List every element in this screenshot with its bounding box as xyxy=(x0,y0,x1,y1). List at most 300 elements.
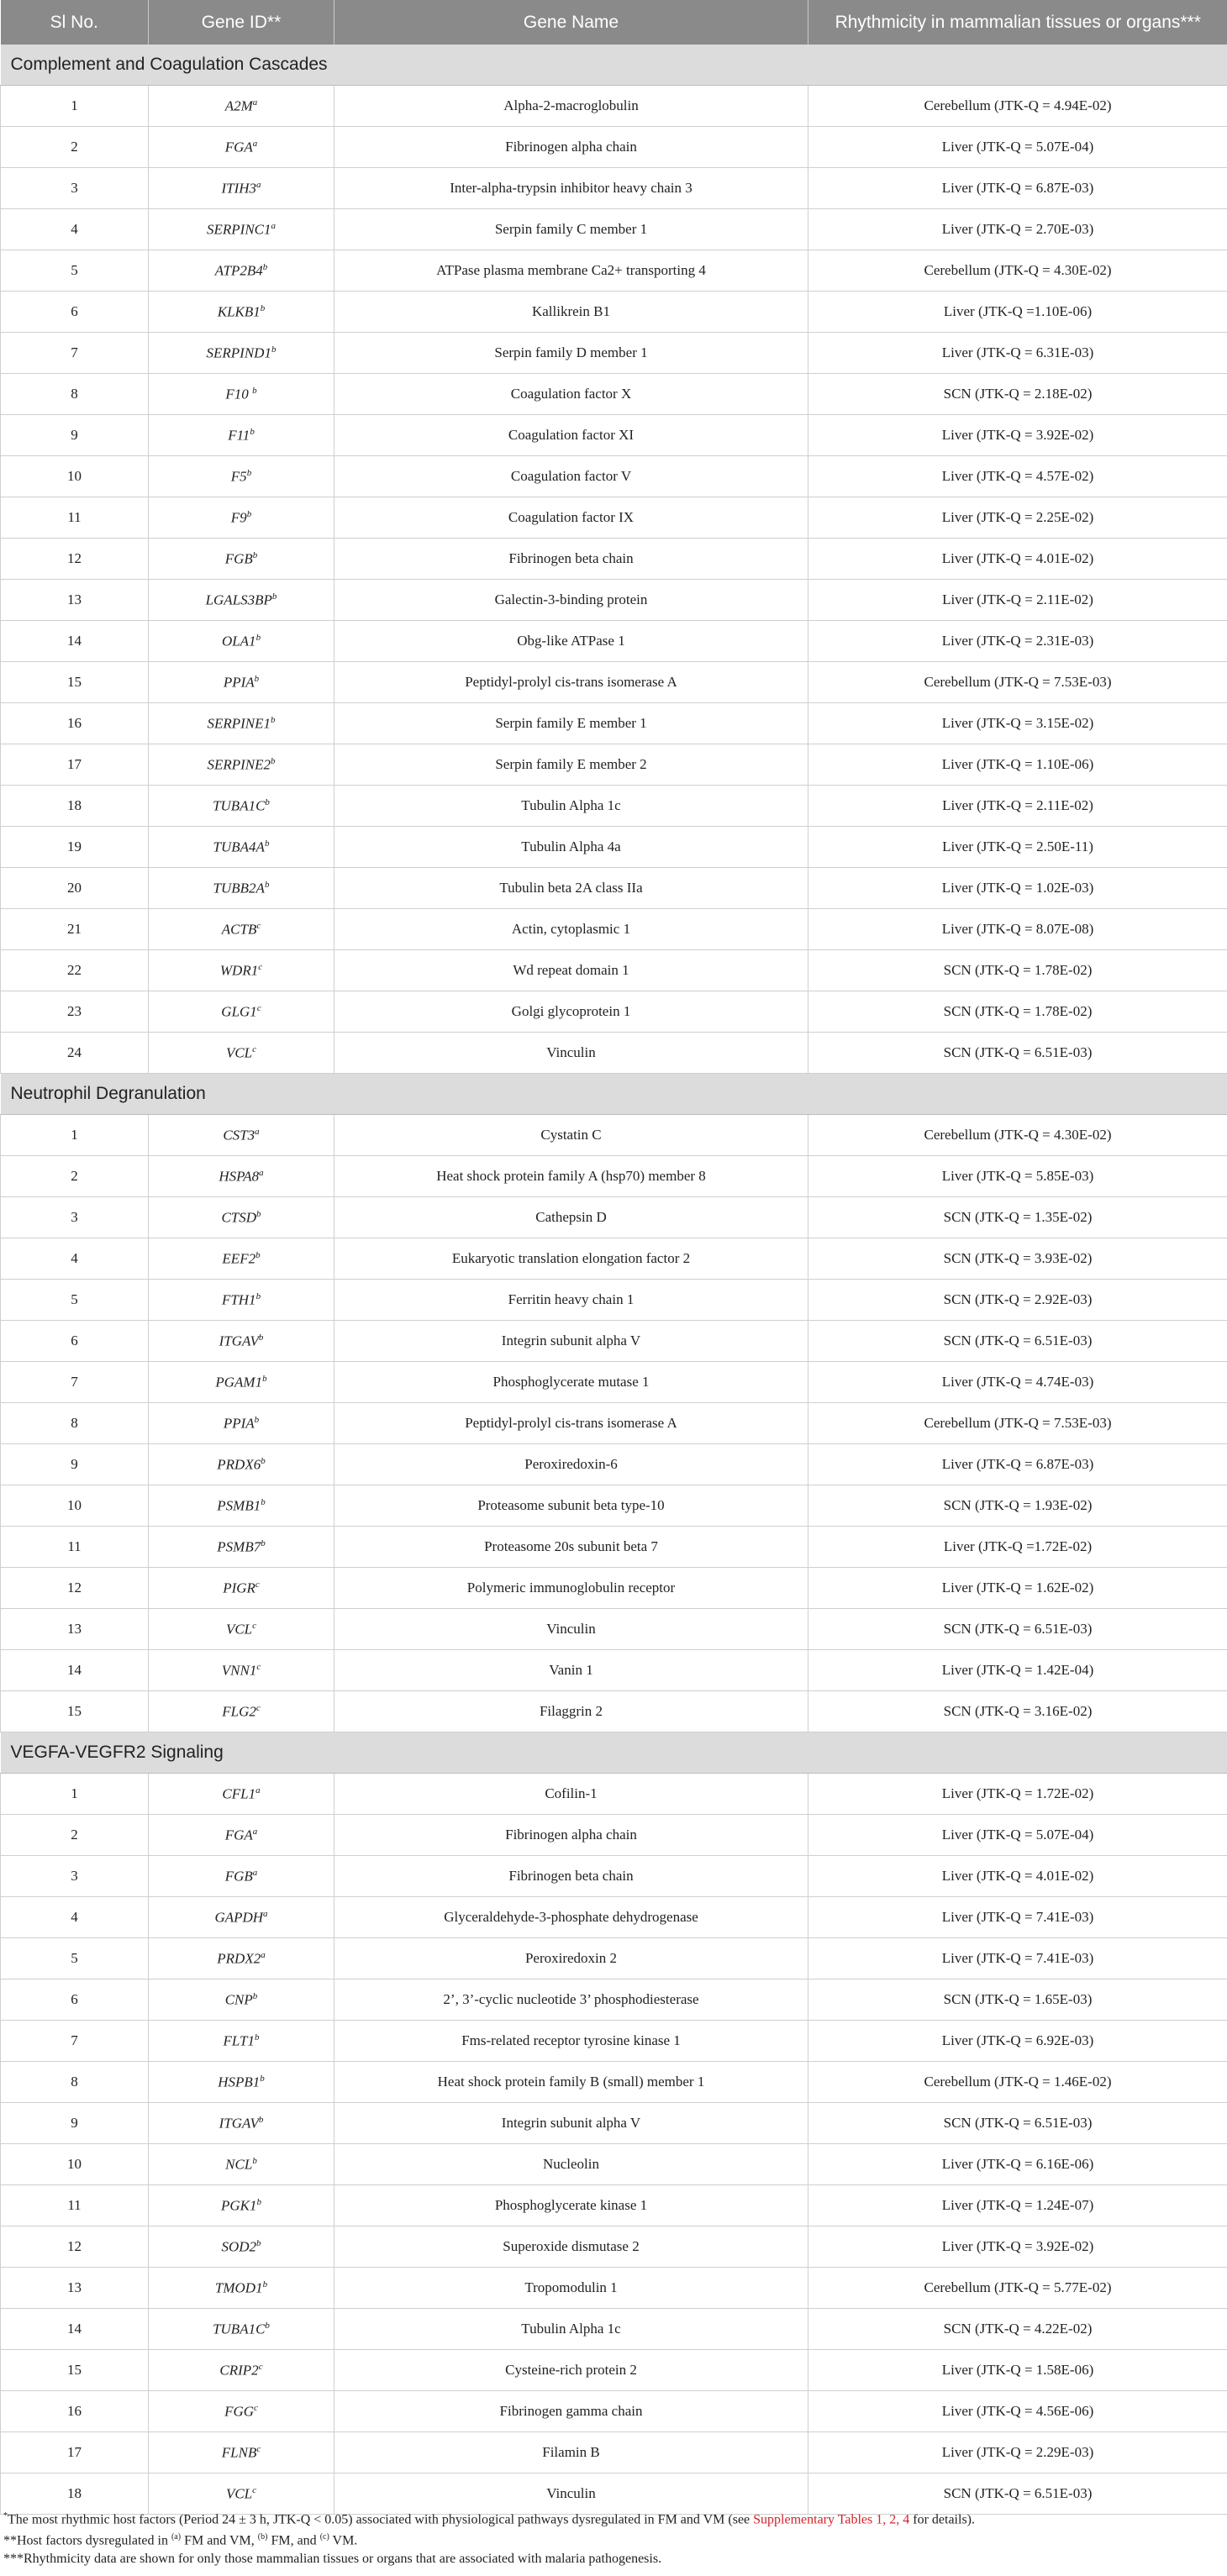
gene-id-cell xyxy=(149,868,334,909)
rhythmicity-cell: SCN (JTK-Q = 6.51E-03) xyxy=(808,2473,1227,2515)
table-row xyxy=(1,1280,1227,1321)
gene-id-cell xyxy=(149,2021,334,2062)
gene-id-superscript: b xyxy=(255,632,261,643)
table-row xyxy=(1,250,1227,292)
rhythmicity-cell: Liver (JTK-Q = 2.70E-03) xyxy=(808,209,1227,250)
gene-id-cell xyxy=(149,744,334,786)
gene-id: CTSD xyxy=(221,1209,257,1226)
header-gene-id: Gene ID** xyxy=(149,0,334,45)
table-row xyxy=(1,1403,1227,1444)
header-sl-no: Sl No. xyxy=(1,0,149,45)
sl-no-cell: 13 xyxy=(1,580,149,621)
table-row xyxy=(1,2021,1227,2062)
footnotes xyxy=(3,2507,1222,2568)
gene-id-cell xyxy=(149,1650,334,1691)
rhythmicity-cell: Cerebellum (JTK-Q = 4.30E-02) xyxy=(808,1115,1227,1156)
gene-name-cell: Superoxide dismutase 2 xyxy=(334,2226,808,2268)
table-row xyxy=(1,1156,1227,1197)
gene-name-cell: ATPase plasma membrane Ca2+ transporting 4 xyxy=(334,250,808,292)
rhythmicity-cell: Liver (JTK-Q = 4.01E-02) xyxy=(808,1856,1227,1897)
gene-id-superscript: a xyxy=(263,1908,268,1919)
sl-no-cell: 12 xyxy=(1,1568,149,1609)
table-row xyxy=(1,415,1227,456)
gene-name-cell: Filamin B xyxy=(334,2432,808,2473)
sl-no-cell: 10 xyxy=(1,2144,149,2185)
gene-id: TUBA4A xyxy=(213,839,265,855)
sl-no-cell: 6 xyxy=(1,1321,149,1362)
gene-id-superscript: c xyxy=(255,1579,260,1590)
table-row xyxy=(1,456,1227,497)
table-row xyxy=(1,127,1227,168)
gene-name-cell: Serpin family E member 2 xyxy=(334,744,808,786)
gene-id: FGB xyxy=(224,550,253,567)
sl-no-cell: 17 xyxy=(1,744,149,786)
gene-id: HSPB1 xyxy=(218,2074,261,2090)
table-row xyxy=(1,786,1227,827)
rhythmicity-cell: Liver (JTK-Q = 1.24E-07) xyxy=(808,2185,1227,2226)
table-row xyxy=(1,2309,1227,2350)
gene-name-cell: Vinculin xyxy=(334,1609,808,1650)
gene-id-cell xyxy=(149,2350,334,2391)
gene-id-cell xyxy=(149,1444,334,1485)
rhythmicity-cell: SCN (JTK-Q = 6.51E-03) xyxy=(808,1609,1227,1650)
gene-id-superscript: b xyxy=(246,467,252,478)
sl-no-cell: 15 xyxy=(1,1691,149,1732)
gene-id-superscript: b xyxy=(271,714,276,725)
rhythmicity-cell: SCN (JTK-Q = 1.65E-03) xyxy=(808,1979,1227,2021)
table-row xyxy=(1,1115,1227,1156)
gene-id-cell xyxy=(149,2062,334,2103)
gene-id-superscript: b xyxy=(265,796,270,807)
gene-id: PSMB7 xyxy=(217,1538,261,1555)
gene-id: ITGAV xyxy=(219,2115,259,2132)
rhythmicity-cell: Liver (JTK-Q = 2.25E-02) xyxy=(808,497,1227,539)
gene-id-cell xyxy=(149,1938,334,1979)
sl-no-cell: 7 xyxy=(1,333,149,374)
gene-name-cell: Vinculin xyxy=(334,2473,808,2515)
sl-no-cell: 22 xyxy=(1,950,149,991)
gene-name-cell: Serpin family E member 1 xyxy=(334,703,808,744)
gene-id: SERPIND1 xyxy=(206,344,271,361)
rhythmicity-cell: Liver (JTK-Q = 3.92E-02) xyxy=(808,415,1227,456)
gene-name-cell: Fibrinogen gamma chain xyxy=(334,2391,808,2432)
gene-name-cell: Phosphoglycerate mutase 1 xyxy=(334,1362,808,1403)
rhythmicity-cell: Liver (JTK-Q = 7.41E-03) xyxy=(808,1897,1227,1938)
sl-no-cell: 5 xyxy=(1,250,149,292)
gene-name-cell: Heat shock protein family A (hsp70) member 8 xyxy=(334,1156,808,1197)
gene-id-cell xyxy=(149,1897,334,1938)
sl-no-cell: 1 xyxy=(1,1774,149,1815)
gene-id: GAPDH xyxy=(214,1909,264,1926)
gene-id-cell xyxy=(149,456,334,497)
rhythmicity-cell: SCN (JTK-Q = 6.51E-03) xyxy=(808,1033,1227,1074)
gene-id-cell xyxy=(149,1979,334,2021)
gene-id-superscript: c xyxy=(256,920,261,931)
gene-id-superscript: a xyxy=(255,1126,260,1137)
table-row xyxy=(1,662,1227,703)
rhythmicity-cell: Liver (JTK-Q = 2.11E-02) xyxy=(808,786,1227,827)
gene-name-cell: 2’, 3’-cyclic nucleotide 3’ phosphodiesterase xyxy=(334,1979,808,2021)
sl-no-cell: 8 xyxy=(1,2062,149,2103)
gene-id-cell xyxy=(149,333,334,374)
table-row xyxy=(1,991,1227,1033)
rhythmicity-cell: Liver (JTK-Q =1.10E-06) xyxy=(808,292,1227,333)
rhythmicity-cell: Liver (JTK-Q = 1.42E-04) xyxy=(808,1650,1227,1691)
table-row xyxy=(1,2432,1227,2473)
table-row xyxy=(1,703,1227,744)
gene-id-cell xyxy=(149,1115,334,1156)
gene-id-superscript: b xyxy=(262,1373,267,1384)
rhythmicity-cell: Liver (JTK-Q = 5.07E-04) xyxy=(808,1815,1227,1856)
gene-name-cell: Fibrinogen alpha chain xyxy=(334,127,808,168)
table-row xyxy=(1,209,1227,250)
gene-id-cell xyxy=(149,786,334,827)
sl-no-cell: 9 xyxy=(1,2103,149,2144)
sl-no-cell: 6 xyxy=(1,1979,149,2021)
sl-no-cell: 11 xyxy=(1,497,149,539)
table-row xyxy=(1,539,1227,580)
gene-name-cell: Polymeric immunoglobulin receptor xyxy=(334,1568,808,1609)
sl-no-cell: 14 xyxy=(1,1650,149,1691)
gene-id-superscript: b xyxy=(261,1455,266,1466)
gene-id-superscript: a xyxy=(252,1867,258,1878)
sl-no-cell: 8 xyxy=(1,1403,149,1444)
table-row xyxy=(1,621,1227,662)
table-row xyxy=(1,1938,1227,1979)
gene-id: TUBA1C xyxy=(213,2321,266,2337)
gene-id-superscript: b xyxy=(246,508,252,519)
gene-name-cell: Integrin subunit alpha V xyxy=(334,2103,808,2144)
gene-id-cell xyxy=(149,2309,334,2350)
gene-id-superscript: c xyxy=(252,1620,257,1631)
gene-id-superscript: a xyxy=(261,1949,266,1960)
gene-id-cell xyxy=(149,415,334,456)
gene-name-cell: Tubulin Alpha 4a xyxy=(334,827,808,868)
gene-id: TMOD1 xyxy=(214,2279,263,2296)
gene-id-superscript: b xyxy=(250,426,255,437)
gene-id-cell xyxy=(149,991,334,1033)
sl-no-cell: 15 xyxy=(1,2350,149,2391)
table-row xyxy=(1,1197,1227,1238)
sl-no-cell: 8 xyxy=(1,374,149,415)
gene-id-cell xyxy=(149,1238,334,1280)
sl-no-cell: 11 xyxy=(1,1527,149,1568)
gene-id: FGA xyxy=(224,139,253,155)
sl-no-cell: 2 xyxy=(1,1156,149,1197)
gene-id: F10 xyxy=(225,386,253,402)
table-row xyxy=(1,1856,1227,1897)
rhythmicity-cell: Liver (JTK-Q = 5.85E-03) xyxy=(808,1156,1227,1197)
gene-id: VCL xyxy=(225,1621,253,1638)
table-row xyxy=(1,1238,1227,1280)
gene-id-cell xyxy=(149,950,334,991)
gene-id-superscript: b xyxy=(261,1496,266,1507)
gene-name-cell: Fibrinogen beta chain xyxy=(334,539,808,580)
gene-id: ITIH3 xyxy=(221,180,257,197)
gene-id: PRDX2 xyxy=(217,1950,261,1967)
gene-name-cell: Peroxiredoxin 2 xyxy=(334,1938,808,1979)
gene-id-cell xyxy=(149,1403,334,1444)
rhythmicity-cell: Liver (JTK-Q = 2.29E-03) xyxy=(808,2432,1227,2473)
rhythmicity-cell: SCN (JTK-Q = 2.92E-03) xyxy=(808,1280,1227,1321)
rhythmicity-cell: SCN (JTK-Q = 6.51E-03) xyxy=(808,1321,1227,1362)
gene-id: FGB xyxy=(224,1868,253,1885)
gene-id-superscript: b xyxy=(256,1208,261,1219)
gene-id-superscript: b xyxy=(262,2279,268,2289)
rhythmicity-cell: Liver (JTK-Q = 3.92E-02) xyxy=(808,2226,1227,2268)
gene-id: F5 xyxy=(230,468,247,485)
gene-id: PPIA xyxy=(223,1415,255,1432)
rhythmicity-cell: SCN (JTK-Q = 6.51E-03) xyxy=(808,2103,1227,2144)
sl-no-cell: 18 xyxy=(1,786,149,827)
table-row xyxy=(1,868,1227,909)
rhythmicity-cell: Liver (JTK-Q = 6.87E-03) xyxy=(808,168,1227,209)
sl-no-cell: 16 xyxy=(1,2391,149,2432)
table-row xyxy=(1,2062,1227,2103)
sl-no-cell: 3 xyxy=(1,1856,149,1897)
section-header-row xyxy=(1,1732,1227,1774)
gene-id-cell xyxy=(149,374,334,415)
table-row xyxy=(1,2391,1227,2432)
gene-id-superscript: b xyxy=(252,1990,258,2001)
rhythmicity-cell: Liver (JTK-Q = 1.10E-06) xyxy=(808,744,1227,786)
gene-name-cell: Glyceraldehyde-3-phosphate dehydrogenase xyxy=(334,1897,808,1938)
gene-id-cell xyxy=(149,1568,334,1609)
gene-id: F9 xyxy=(230,509,247,526)
gene-id-cell xyxy=(149,168,334,209)
sl-no-cell: 5 xyxy=(1,1280,149,1321)
gene-id: GLG1 xyxy=(221,1003,257,1020)
rhythmicity-cell: Liver (JTK-Q = 4.74E-03) xyxy=(808,1362,1227,1403)
rhythmicity-cell: Cerebellum (JTK-Q = 5.77E-02) xyxy=(808,2268,1227,2309)
gene-id: VCL xyxy=(225,1044,253,1061)
gene-id-superscript: b xyxy=(255,1249,261,1260)
rhythmicity-cell: Liver (JTK-Q = 4.57E-02) xyxy=(808,456,1227,497)
gene-id-superscript: b xyxy=(271,344,276,355)
rhythmicity-cell: Liver (JTK-Q = 1.62E-02) xyxy=(808,1568,1227,1609)
gene-id: ITGAV xyxy=(219,1333,259,1349)
gene-id-cell xyxy=(149,539,334,580)
gene-name-cell: Cofilin-1 xyxy=(334,1774,808,1815)
gene-id: SERPINE2 xyxy=(207,756,271,773)
table-row xyxy=(1,1527,1227,1568)
rhythmicity-cell: Liver (JTK-Q = 4.01E-02) xyxy=(808,539,1227,580)
gene-id-cell xyxy=(149,621,334,662)
gene-id-cell xyxy=(149,1197,334,1238)
sl-no-cell: 1 xyxy=(1,86,149,127)
gene-id: A2M xyxy=(224,97,253,114)
gene-id-superscript: b xyxy=(256,2196,261,2207)
gene-id-cell xyxy=(149,209,334,250)
gene-name-cell: Serpin family D member 1 xyxy=(334,333,808,374)
gene-id-cell xyxy=(149,1485,334,1527)
table-row xyxy=(1,2103,1227,2144)
supplementary-tables-link[interactable]: Supplementary Tables 1, 2, 4 xyxy=(753,2512,910,2527)
rhythmicity-cell: SCN (JTK-Q = 4.22E-02) xyxy=(808,2309,1227,2350)
sl-no-cell: 20 xyxy=(1,868,149,909)
gene-id-cell xyxy=(149,1527,334,1568)
sl-no-cell: 12 xyxy=(1,2226,149,2268)
sl-no-cell: 21 xyxy=(1,909,149,950)
gene-id: FGG xyxy=(224,2403,255,2420)
gene-id-cell xyxy=(149,127,334,168)
gene-name-cell: Tropomodulin 1 xyxy=(334,2268,808,2309)
footnote-1: *The most rhythmic host factors (Period 24 ± 3 h, JTK-Q < 0.05) associated with physiological pathways dysregulated in FM and VM (see Supplementary Tables 1, 2, 4 for details). xyxy=(3,2511,975,2527)
gene-id: F11 xyxy=(228,427,250,444)
sl-no-cell: 2 xyxy=(1,127,149,168)
gene-id-superscript: b xyxy=(261,1538,266,1548)
rhythmicity-cell: Liver (JTK-Q = 6.87E-03) xyxy=(808,1444,1227,1485)
rhythmicity-cell: Liver (JTK-Q = 4.56E-06) xyxy=(808,2391,1227,2432)
gene-name-cell: Fibrinogen beta chain xyxy=(334,1856,808,1897)
gene-id: SERPINE1 xyxy=(207,715,271,732)
rhythmicity-cell: Liver (JTK-Q = 2.50E-11) xyxy=(808,827,1227,868)
gene-name-cell: Cathepsin D xyxy=(334,1197,808,1238)
rhythmicity-cell: Liver (JTK-Q = 6.16E-06) xyxy=(808,2144,1227,2185)
gene-name-cell: Tubulin beta 2A class IIa xyxy=(334,868,808,909)
gene-id: CRIP2 xyxy=(219,2362,259,2379)
gene-id: WDR1 xyxy=(219,962,259,979)
sl-no-cell: 3 xyxy=(1,1197,149,1238)
gene-id-cell xyxy=(149,1033,334,1074)
gene-id-cell xyxy=(149,497,334,539)
gene-id-superscript: b xyxy=(254,1414,260,1425)
gene-id-superscript: b xyxy=(258,1332,264,1343)
gene-id-superscript: b xyxy=(255,1291,261,1301)
rhythmicity-cell: Cerebellum (JTK-Q = 1.46E-02) xyxy=(808,2062,1227,2103)
gene-id-cell xyxy=(149,86,334,127)
gene-name-cell: Integrin subunit alpha V xyxy=(334,1321,808,1362)
gene-id: FLNB xyxy=(221,2444,257,2461)
gene-id-superscript: a xyxy=(255,1785,261,1795)
gene-id-superscript: a xyxy=(252,1826,258,1837)
gene-name-cell: Vinculin xyxy=(334,1033,808,1074)
rhythmicity-cell: SCN (JTK-Q = 1.78E-02) xyxy=(808,991,1227,1033)
gene-id-superscript: b xyxy=(252,2155,257,2166)
sl-no-cell: 14 xyxy=(1,621,149,662)
gene-name-cell: Wd repeat domain 1 xyxy=(334,950,808,991)
sl-no-cell: 13 xyxy=(1,2268,149,2309)
gene-name-cell: Peptidyl-prolyl cis-trans isomerase A xyxy=(334,1403,808,1444)
gene-name-cell: Coagulation factor X xyxy=(334,374,808,415)
gene-id-cell xyxy=(149,580,334,621)
sl-no-cell: 15 xyxy=(1,662,149,703)
gene-id-superscript: b xyxy=(260,2073,265,2084)
sl-no-cell: 7 xyxy=(1,2021,149,2062)
gene-id-cell xyxy=(149,1609,334,1650)
sl-no-cell: 17 xyxy=(1,2432,149,2473)
section-header-row xyxy=(1,1074,1227,1115)
gene-id-superscript: c xyxy=(254,2402,258,2413)
table-row xyxy=(1,2185,1227,2226)
gene-id-cell xyxy=(149,1362,334,1403)
gene-id-cell xyxy=(149,827,334,868)
sl-no-cell: 6 xyxy=(1,292,149,333)
sl-no-cell: 24 xyxy=(1,1033,149,1074)
gene-id: CFL1 xyxy=(222,1785,256,1802)
gene-id-superscript: c xyxy=(256,2443,261,2454)
gene-id-superscript: c xyxy=(258,2361,263,2372)
gene-name-cell: Inter-alpha-trypsin inhibitor heavy chain 3 xyxy=(334,168,808,209)
sl-no-cell: 2 xyxy=(1,1815,149,1856)
table-row xyxy=(1,1815,1227,1856)
gene-name-cell: Proteasome subunit beta type-10 xyxy=(334,1485,808,1527)
table-row xyxy=(1,580,1227,621)
gene-name-cell: Eukaryotic translation elongation factor 2 xyxy=(334,1238,808,1280)
gene-id-superscript: b xyxy=(265,2320,270,2331)
gene-id: PSMB1 xyxy=(217,1497,261,1514)
table-row xyxy=(1,2226,1227,2268)
table-row xyxy=(1,744,1227,786)
gene-id-superscript: b xyxy=(254,2032,260,2042)
gene-id-cell xyxy=(149,2268,334,2309)
rhythmicity-cell: Liver (JTK-Q = 8.07E-08) xyxy=(808,909,1227,950)
table-row xyxy=(1,1609,1227,1650)
sl-no-cell: 12 xyxy=(1,539,149,580)
gene-id: FTH1 xyxy=(221,1291,256,1308)
sl-no-cell: 23 xyxy=(1,991,149,1033)
gene-name-cell: Heat shock protein family B (small) member 1 xyxy=(334,2062,808,2103)
gene-name-cell: Kallikrein B1 xyxy=(334,292,808,333)
table-row xyxy=(1,1650,1227,1691)
gene-id-superscript: b xyxy=(252,385,257,396)
gene-id: CNP xyxy=(224,1991,253,2008)
gene-name-cell: Obg-like ATPase 1 xyxy=(334,621,808,662)
sl-no-cell: 16 xyxy=(1,703,149,744)
gene-id-cell xyxy=(149,1856,334,1897)
table-row xyxy=(1,909,1227,950)
sl-no-cell: 18 xyxy=(1,2473,149,2515)
section-title: Complement and Coagulation Cascades xyxy=(1,45,1227,86)
gene-id-superscript: c xyxy=(255,1702,261,1713)
table-row xyxy=(1,1444,1227,1485)
rhythmicity-cell: Liver (JTK-Q = 5.07E-04) xyxy=(808,127,1227,168)
gene-id: HSPA8 xyxy=(219,1168,260,1185)
header-rhythmicity: Rhythmicity in mammalian tissues or organs*** xyxy=(808,0,1227,45)
table-row xyxy=(1,2144,1227,2185)
rhythmicity-cell: Liver (JTK-Q = 1.72E-02) xyxy=(808,1774,1227,1815)
gene-name-cell: Tubulin Alpha 1c xyxy=(334,786,808,827)
gene-id-superscript: b xyxy=(262,261,268,272)
sl-no-cell: 19 xyxy=(1,827,149,868)
gene-id: PRDX6 xyxy=(217,1456,261,1473)
gene-name-cell: Serpin family C member 1 xyxy=(334,209,808,250)
gene-id-cell xyxy=(149,1774,334,1815)
table-row xyxy=(1,950,1227,991)
section-title: VEGFA-VEGFR2 Signaling xyxy=(1,1732,1227,1774)
gene-id-superscript: c xyxy=(252,2484,257,2495)
sl-no-cell: 4 xyxy=(1,1897,149,1938)
gene-id: VNN1 xyxy=(221,1662,257,1679)
gene-name-cell: Tubulin Alpha 1c xyxy=(334,2309,808,2350)
gene-id-cell xyxy=(149,2226,334,2268)
gene-id-cell xyxy=(149,2144,334,2185)
gene-name-cell: Nucleolin xyxy=(334,2144,808,2185)
rhythmicity-cell: SCN (JTK-Q = 1.93E-02) xyxy=(808,1485,1227,1527)
gene-id-superscript: c xyxy=(256,1661,261,1672)
rhythmicity-cell: Liver (JTK-Q = 6.31E-03) xyxy=(808,333,1227,374)
sl-no-cell: 9 xyxy=(1,1444,149,1485)
gene-id: EEF2 xyxy=(222,1250,256,1267)
gene-id-superscript: b xyxy=(271,591,277,602)
gene-id-cell xyxy=(149,250,334,292)
gene-name-cell: Filaggrin 2 xyxy=(334,1691,808,1732)
gene-name-cell: Cystatin C xyxy=(334,1115,808,1156)
gene-id-cell xyxy=(149,1815,334,1856)
table-row xyxy=(1,1774,1227,1815)
gene-id-superscript: a xyxy=(259,1167,264,1178)
gene-id: LGALS3BP xyxy=(205,591,272,608)
